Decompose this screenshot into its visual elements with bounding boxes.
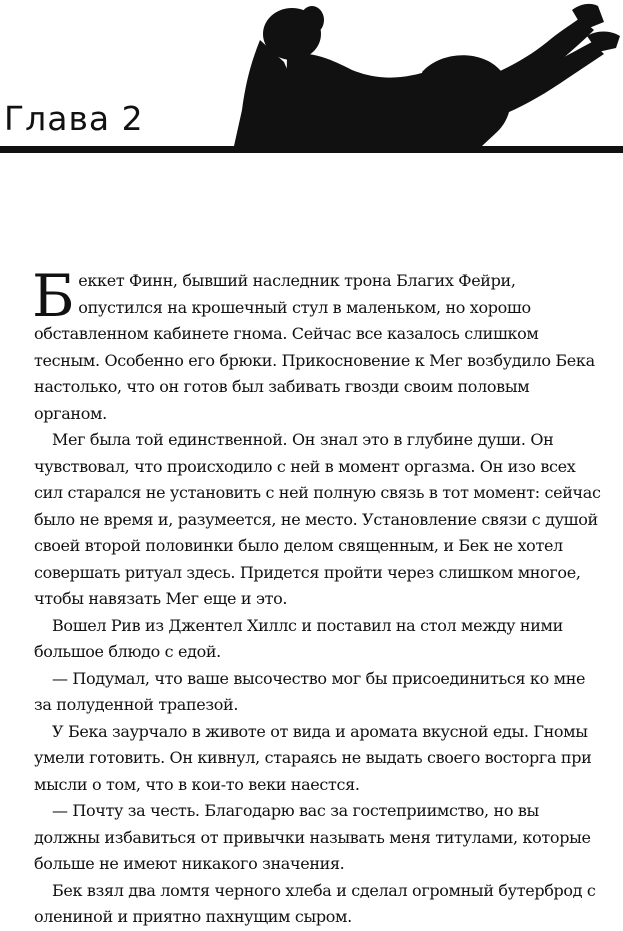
paragraph-6-dialogue: — Почту за честь. Благодарю вас за гостеприимство, но вы должны избавиться от привычки называть меня титулами, которые больше не имеют никакого значения. [34,801,591,873]
chapter-body-text [32,262,604,931]
paragraph-2: Мег была той единственной. Он знал это в глубине души. Он чувствовал, что происходило с ней в момент оргазма. Он изо всех сил старался не установить с ней полную связь в тот момент: сейчас было не время и, разумеется, не место. Установление связи с душой своей второй половинки было делом священным, и Бек не хотел совершать ритуал здесь. Придется пройти через слишком многое, чтобы навязать Мег еще и это. [34,430,601,608]
paragraph-7: Бек взял два ломтя черного хлеба и сделал огромный бутерброд с олениной и приятно пахнущим сыром. [34,880,596,926]
chapter-title: Глава 2 [4,99,144,138]
reclining-woman-silhouette-illustration [232,0,623,150]
paragraph-1 [32,262,604,427]
paragraph-1-text: еккет Финн, бывший наследник трона Благих Фейри, опустился на крошечный стул в маленьком, но хорошо обставленном кабинете гнома. Сейчас все казалось слишком тесным. Особенно его брюки. Прикосновение к Мег возбудило Бека настолько, что он готов был забивать гвозди своим половым органом. [34,271,595,423]
paragraph-5: У Бека заурчало в животе от вида и аромата вкусной еды. Гномы умели готовить. Он кивнул, стараясь не выдать своего восторга при мысли о том, что в кои-то веки наестся. [34,721,592,794]
chapter-header [0,0,623,160]
header-divider-rule [0,146,623,153]
paragraph-4-dialogue: — Подумал, что ваше высочество мог бы присоединиться ко мне за полуденной трапезой. [34,668,586,714]
drop-cap-letter: Б [32,262,75,330]
paragraph-3: Вошел Рив из Джентел Хиллс и поставил на стол между ними большое блюдо с едой. [34,615,563,661]
